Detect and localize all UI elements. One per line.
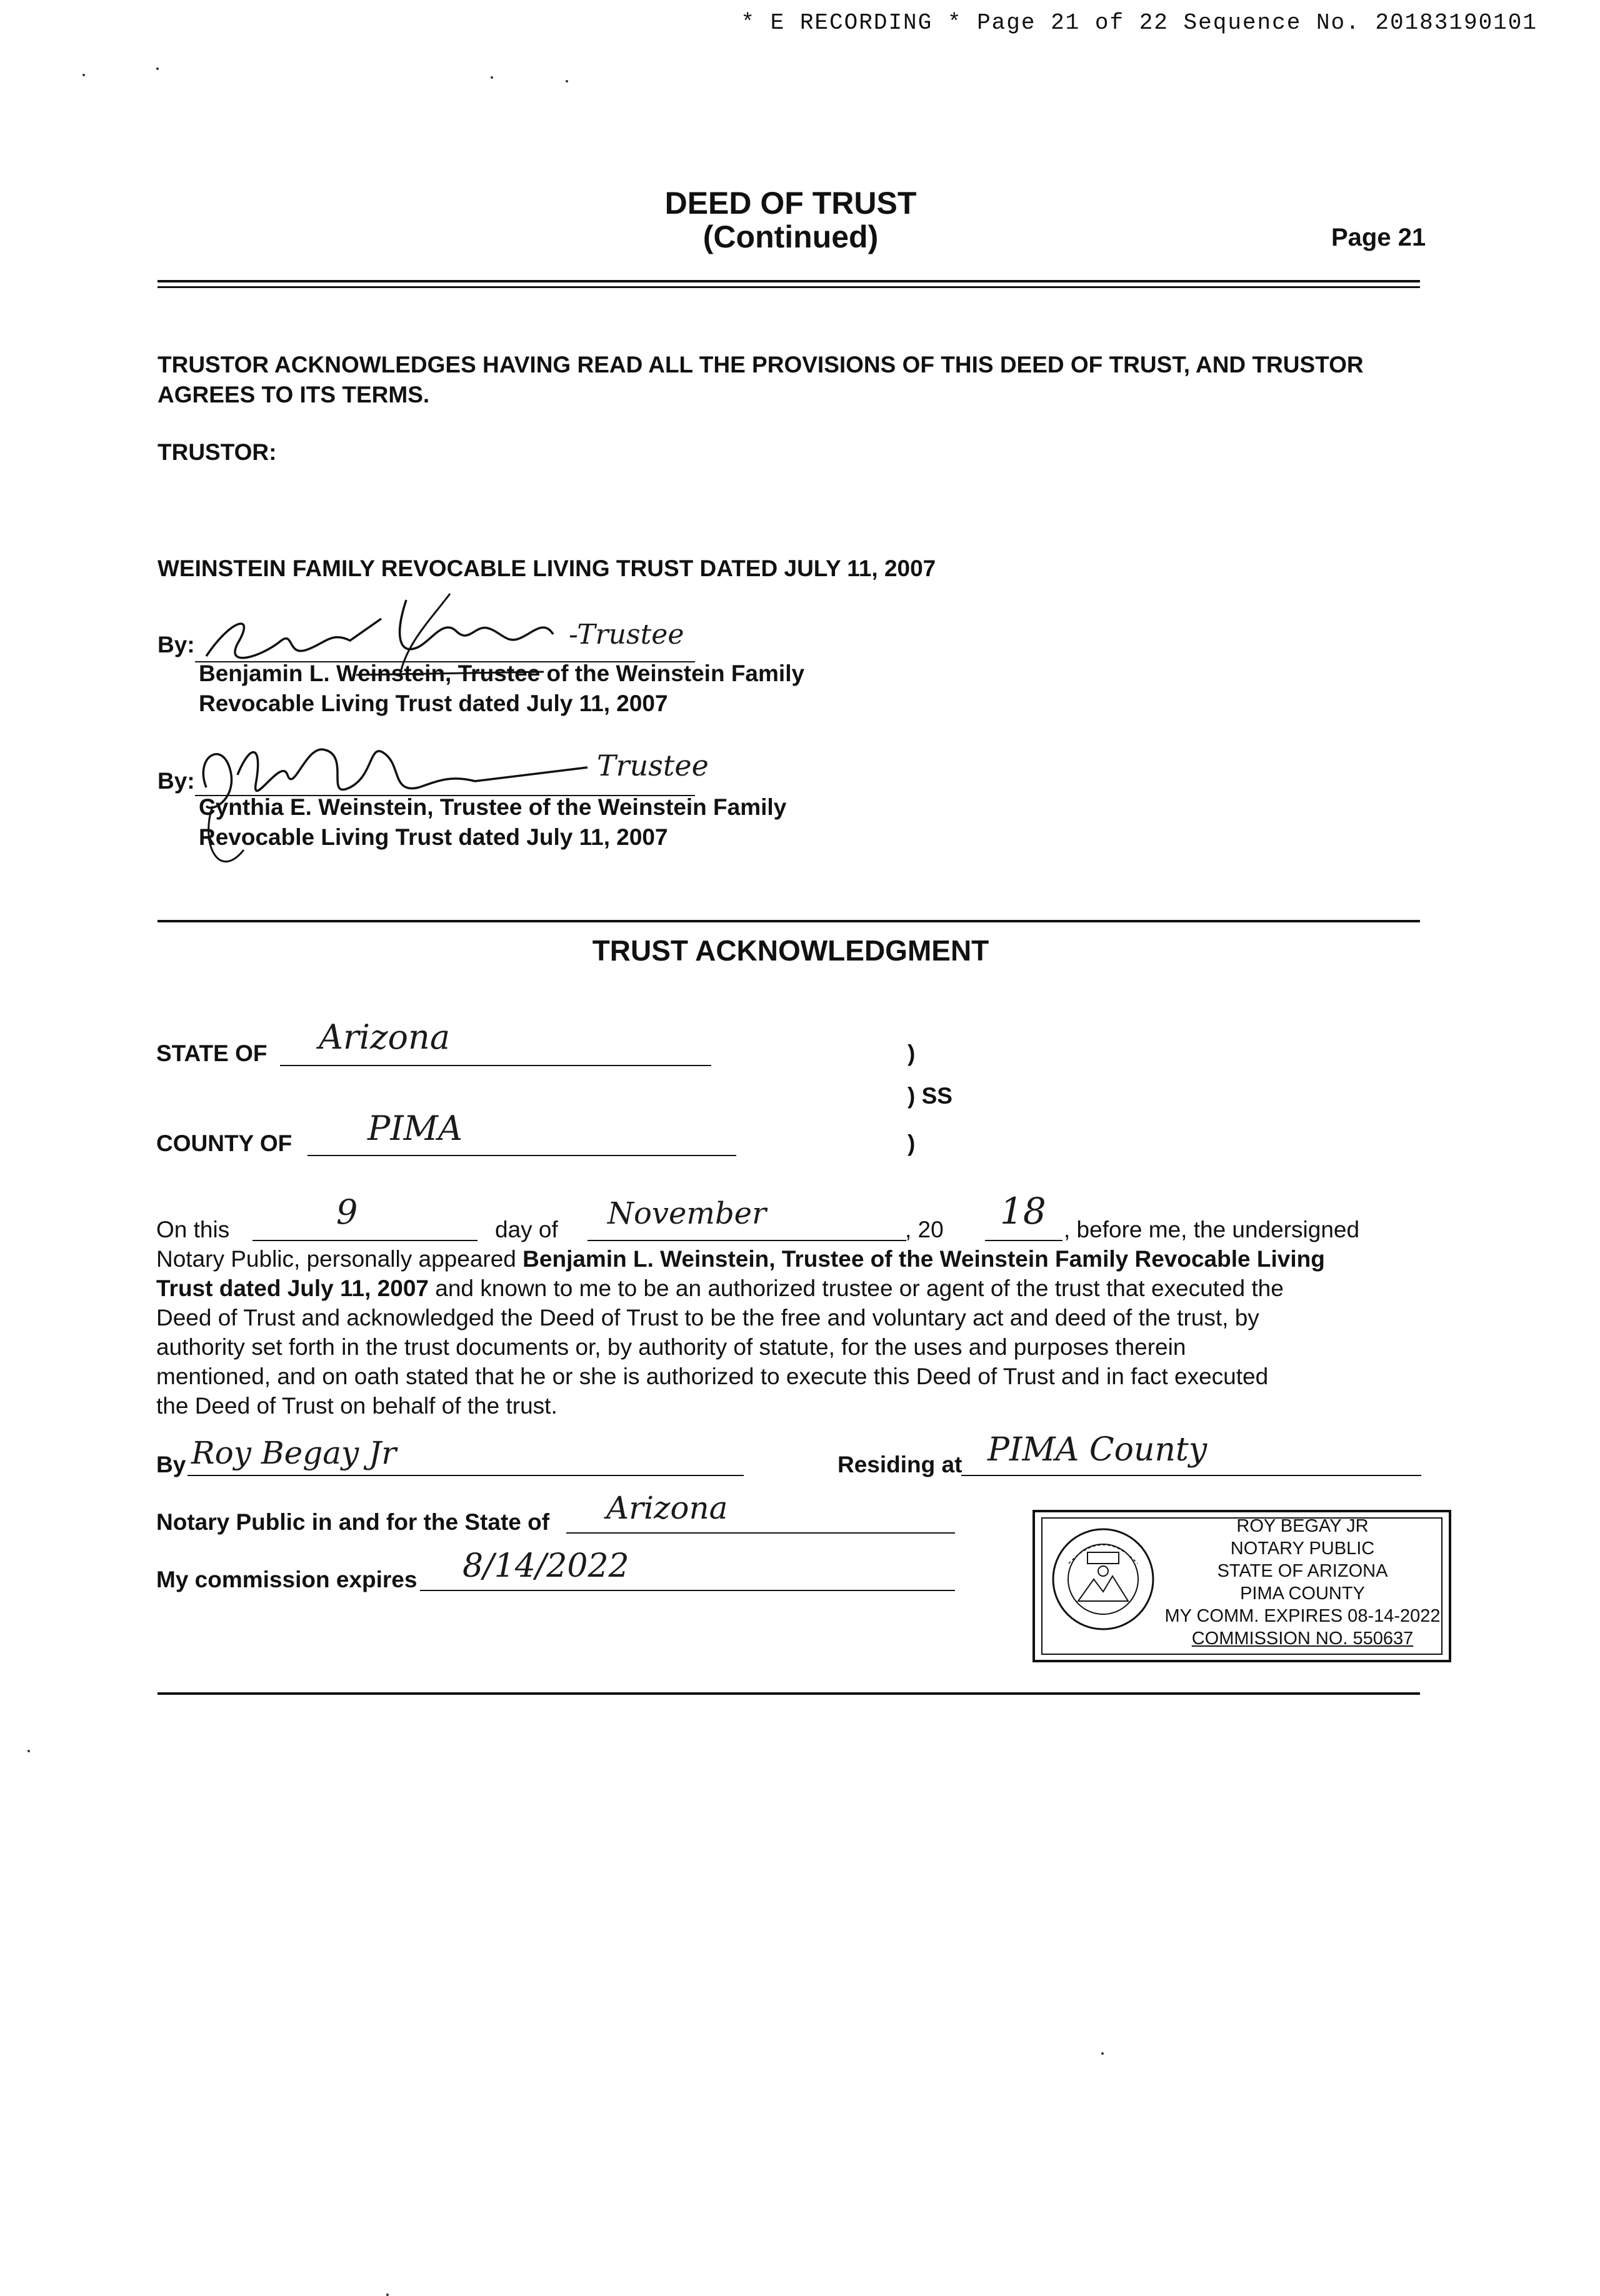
- stamp-commission-number: COMMISSION NO. 550637: [1191, 1629, 1414, 1649]
- signer-1-name-line1: Benjamin L. Weinstein, Trustee of the Weinstein Family: [199, 661, 805, 686]
- month-value: November: [608, 1196, 767, 1231]
- signer-1-handwritten-title: -Trustee: [569, 619, 684, 651]
- ack-paragraph-line-2: [156, 1244, 1325, 1274]
- day-of-label: day of: [495, 1217, 558, 1242]
- venue-paren-1: ): [908, 1041, 916, 1066]
- notary-state-value: Arizona: [606, 1490, 728, 1526]
- ack-text-authorized: and known to me to be an authorized trustee or agent of the trust that executed the: [429, 1275, 1284, 1301]
- state-label: STATE OF: [156, 1041, 268, 1066]
- commission-expires-label: My commission expires: [156, 1567, 418, 1592]
- day-value: 9: [336, 1192, 358, 1232]
- stamp-notary-title: NOTARY PUBLIC: [1230, 1539, 1375, 1559]
- scan-speck: [28, 1750, 30, 1752]
- before-me-text: , before me, the undersigned: [1064, 1217, 1360, 1242]
- arizona-state-seal-icon: [1050, 1526, 1156, 1632]
- document-subtitle: (Continued): [702, 219, 879, 254]
- on-this-label: On this: [156, 1217, 230, 1242]
- month-line: [588, 1240, 906, 1241]
- ack-paragraph-line-4: Deed of Trust and acknowledged the Deed of Trust to be the free and voluntary act and deed of the trust, by: [156, 1305, 1259, 1330]
- scan-speck: [1101, 2052, 1104, 2055]
- signer-2-by-label: By:: [158, 768, 195, 794]
- stamp-notary-name: ROY BEGAY JR: [1236, 1516, 1369, 1536]
- notary-state-line: [566, 1532, 955, 1534]
- year-prefix: , 20: [905, 1217, 944, 1242]
- document-title: DEED OF TRUST: [664, 186, 917, 221]
- ack-text-appeared-name: Benjamin L. Weinstein, Trustee of the Weinstein Family Revocable Living: [522, 1246, 1325, 1272]
- page-number: Page 21: [1331, 224, 1426, 251]
- year-line: [985, 1240, 1062, 1241]
- signer-1-name-line2: Revocable Living Trust dated July 11, 2007: [199, 691, 668, 716]
- signer-2-name-line2: Revocable Living Trust dated July 11, 2007: [199, 824, 668, 850]
- scan-speck: [566, 80, 568, 82]
- scan-speck: [82, 74, 85, 76]
- trust-acknowledgment-heading: TRUST ACKNOWLEDGMENT: [592, 934, 989, 967]
- ack-text-notary: Notary Public, personally appeared: [156, 1246, 523, 1272]
- year-value: 18: [1000, 1190, 1046, 1232]
- state-line: [280, 1065, 711, 1066]
- scan-speck: [386, 2294, 389, 2296]
- trustor-label: TRUSTOR:: [158, 439, 277, 465]
- notary-by-line: [188, 1475, 744, 1476]
- ack-paragraph-line-5: authority set forth in the trust documents or, by authority of statute, for the uses and purposes therein: [156, 1334, 1186, 1360]
- header-rule-bottom: [158, 286, 1420, 288]
- signer-2-handwritten-title: Trustee: [597, 749, 709, 782]
- stamp-expires: MY COMM. EXPIRES 08-14-2022: [1164, 1606, 1441, 1626]
- trustor-acknowledgement-statement: TRUSTOR ACKNOWLEDGES HAVING READ ALL THE PROVISIONS OF THIS DEED OF TRUST, AND TRUSTOR AGREES TO ITS TERMS.: [158, 352, 1364, 407]
- notary-state-label: Notary Public in and for the State of: [156, 1509, 550, 1535]
- notary-by-label: By: [156, 1452, 186, 1477]
- section-rule: [158, 920, 1420, 922]
- ack-paragraph-line-7: the Deed of Trust on behalf of the trust.: [156, 1393, 558, 1419]
- county-line: [308, 1155, 736, 1156]
- commission-expires-line: [420, 1590, 955, 1591]
- ack-text-trust-date: Trust dated July 11, 2007: [156, 1275, 429, 1301]
- commission-expires-value: 8/14/2022: [462, 1547, 629, 1585]
- venue-paren-2: ): [908, 1131, 916, 1156]
- county-label: COUNTY OF: [156, 1131, 292, 1156]
- header-rule-top: [158, 280, 1420, 282]
- notary-stamp-text: [1160, 1515, 1445, 1650]
- footer-rule: [158, 1692, 1420, 1695]
- signer-2-name-line1: Cynthia E. Weinstein, Trustee of the Weinstein Family: [199, 794, 787, 820]
- trust-name: WEINSTEIN FAMILY REVOCABLE LIVING TRUST DATED JULY 11, 2007: [158, 556, 936, 581]
- notary-stamp: [1032, 1510, 1451, 1662]
- scan-speck: [491, 76, 493, 79]
- ack-paragraph-line-6: mentioned, and on oath stated that he or she is authorized to execute this Deed of Trust and in fact executed: [156, 1364, 1269, 1389]
- day-line: [252, 1240, 478, 1241]
- state-value: Arizona: [319, 1017, 451, 1057]
- signer-1-by-label: By:: [158, 632, 195, 657]
- ss-label: ) SS: [908, 1083, 952, 1109]
- residing-label: Residing at: [838, 1452, 962, 1477]
- scan-speck: [156, 67, 159, 70]
- ack-paragraph-line-3: [156, 1274, 1284, 1304]
- recording-header: * E RECORDING * Page 21 of 22 Sequence No. 20183190101: [741, 10, 1538, 36]
- residing-value: PIMA County: [988, 1431, 1208, 1469]
- notary-by-value: Roy Begay Jr: [191, 1435, 397, 1471]
- county-value: PIMA: [368, 1109, 462, 1148]
- stamp-county: PIMA COUNTY: [1240, 1584, 1365, 1604]
- residing-line: [961, 1475, 1421, 1476]
- stamp-state: STATE OF ARIZONA: [1217, 1561, 1388, 1581]
